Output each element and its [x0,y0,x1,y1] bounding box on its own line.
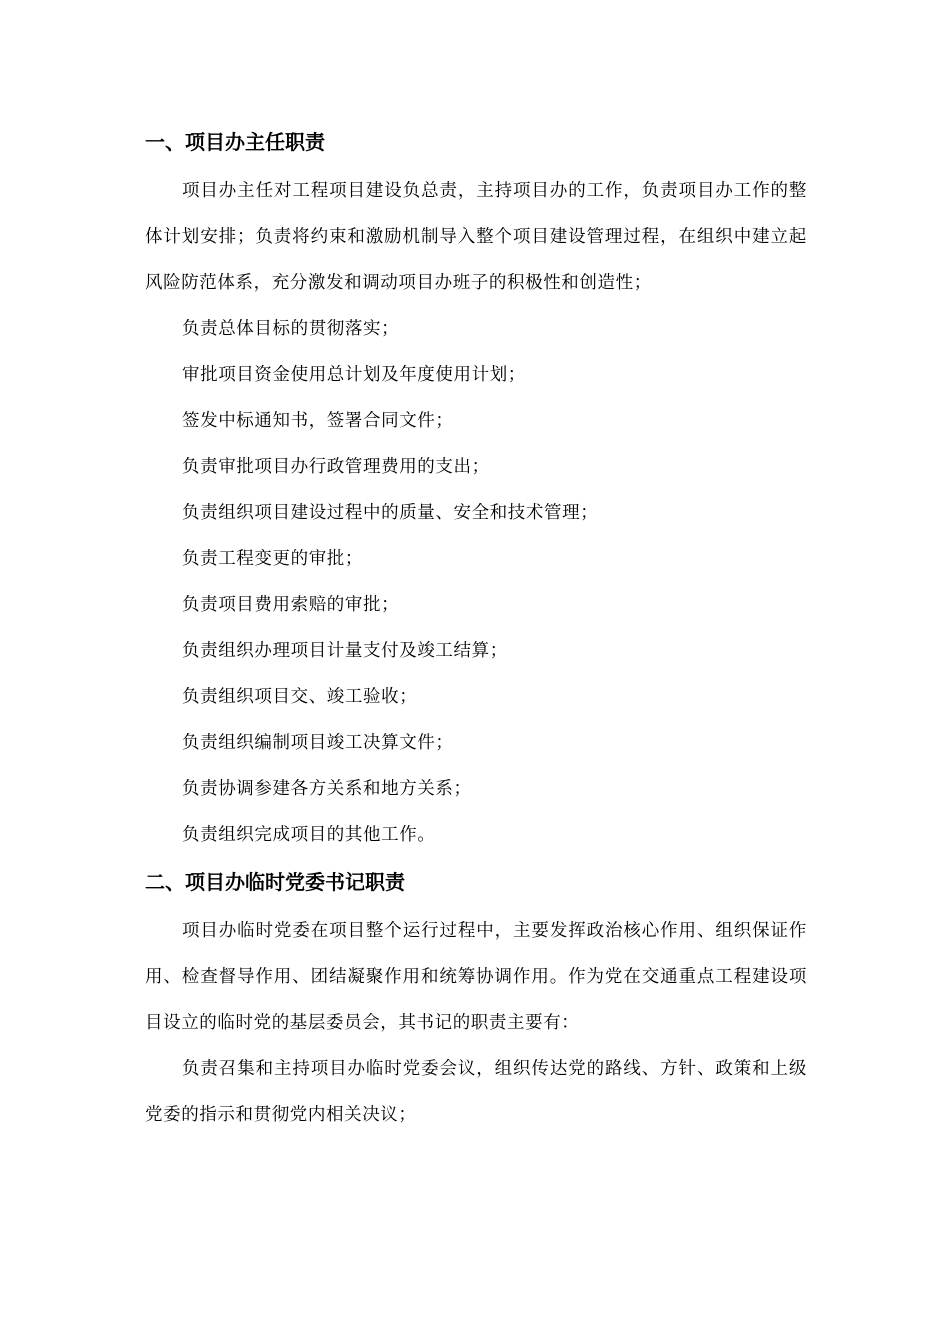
duty-item: 负责项目费用索赔的审批； [182,595,400,615]
section-intro-paragraph: 项目办主任对工程项目建设负总责，主持项目办的工作，负责项目办工作的整体计划安排；负责将约束和激励机制导入整个项目建设管理过程，在组织中建立起风险防范体系，充分激发和调动项目办班子的积极性和创造性； [145,181,807,293]
duty-item: 负责协调参建各方关系和地方关系； [182,779,472,799]
duty-list [145,306,807,858]
duty-item: 负责工程变更的审批； [182,549,363,569]
duty-item: 负责总体目标的贯彻落实； [182,319,400,339]
duty-item: 审批项目资金使用总计划及年度使用计划； [182,365,526,385]
duty-item: 负责组织完成项目的其他工作。 [182,825,436,845]
duty-item: 负责组织编制项目竣工决算文件； [182,733,454,753]
section-director-duties [145,128,807,858]
duty-item: 负责组织项目交、竣工验收； [182,687,418,707]
duty-item: 负责审批项目办行政管理费用的支出； [182,457,490,477]
duty-item: 签发中标通知书，签署合同文件； [182,411,454,431]
section-intro-paragraph: 项目办临时党委在项目整个运行过程中，主要发挥政治核心作用、组织保证作用、检查督导作用、团结凝聚作用和统筹协调作用。作为党在交通重点工程建设项目设立的临时党的基层委员会，其书记的职责主要有： [145,921,807,1033]
duty-item: 负责组织项目建设过程中的质量、安全和技术管理； [182,503,599,523]
section-party-secretary-duties [145,868,807,1138]
duty-paragraph: 负责召集和主持项目办临时党委会议，组织传达党的路线、方针、政策和上级党委的指示和贯彻党内相关决议； [145,1059,807,1125]
document-page [145,128,807,1138]
section-heading: 一、项目办主任职责 [145,130,325,154]
section-heading: 二、项目办临时党委书记职责 [145,870,405,894]
duty-item: 负责组织办理项目计量支付及竣工结算； [182,641,508,661]
